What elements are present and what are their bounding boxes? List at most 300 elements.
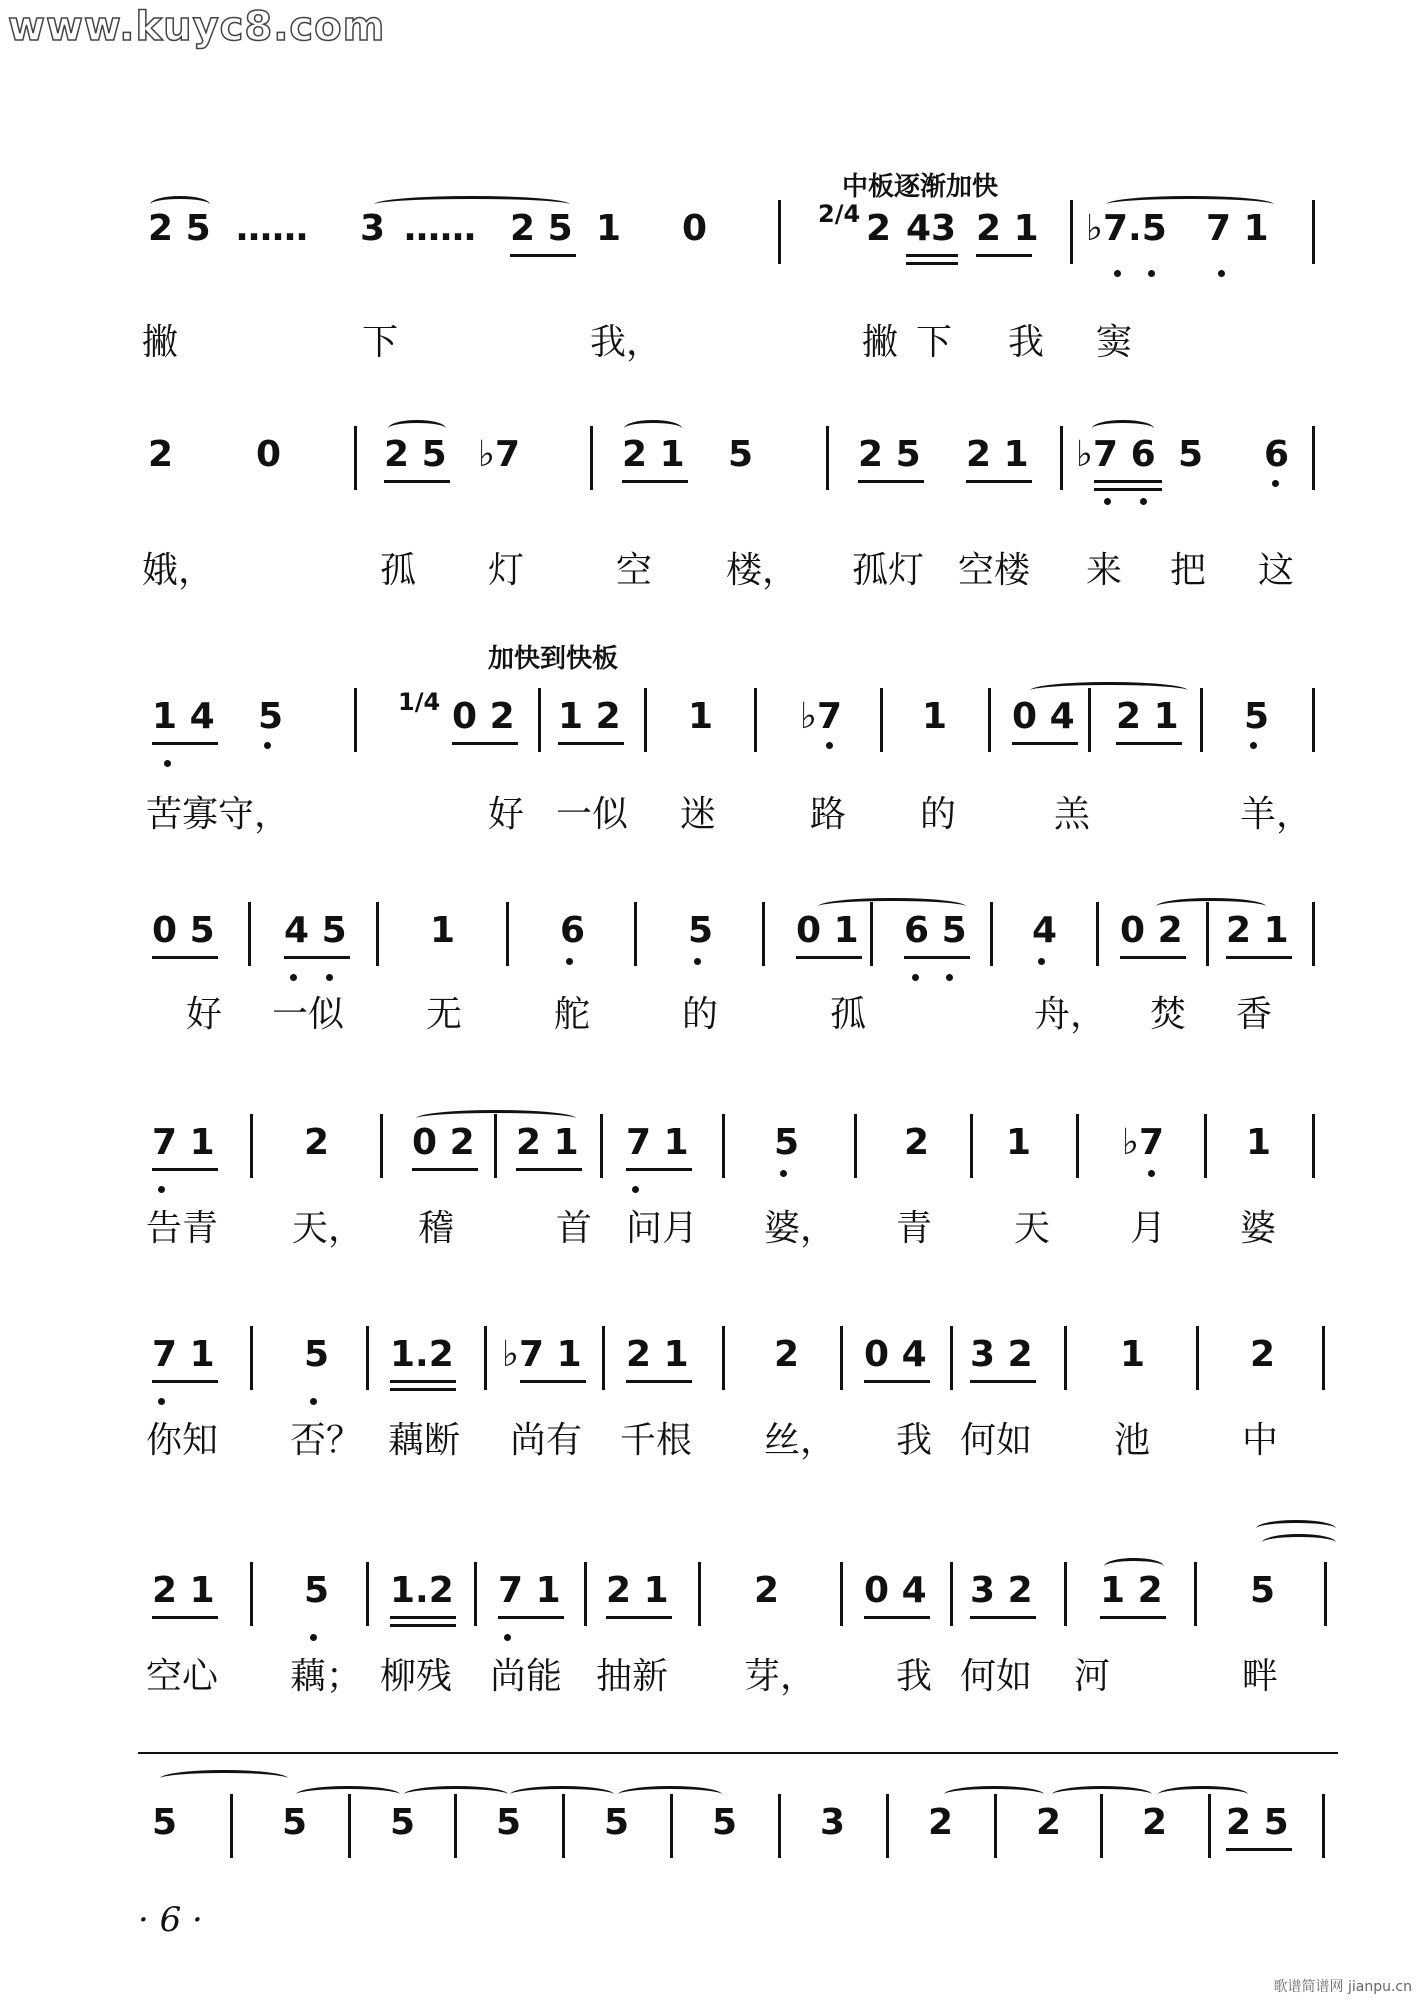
- barline: [1322, 1794, 1325, 1858]
- lyric: 我: [896, 1656, 933, 1697]
- lyric: 天，: [292, 1208, 365, 1249]
- barline: [1312, 902, 1315, 966]
- lyric: 舵: [554, 994, 591, 1035]
- lyric: 千根: [620, 1420, 693, 1461]
- barline: [994, 1794, 997, 1858]
- lyric: 孤灯: [852, 550, 925, 591]
- slur: [944, 1786, 1044, 1803]
- barline: [634, 902, 637, 966]
- slur: [1156, 898, 1266, 915]
- lyric: 问月: [626, 1208, 699, 1249]
- note: 6: [560, 910, 586, 951]
- note: 0 5: [152, 910, 215, 951]
- barline: [854, 1114, 857, 1178]
- octave-dot: [780, 1170, 787, 1177]
- underline: [412, 1168, 478, 1171]
- note: 2: [904, 1122, 930, 1163]
- barline: [584, 1562, 587, 1626]
- barline: [1060, 426, 1063, 490]
- note: 5: [1250, 1570, 1276, 1611]
- barline: [1100, 1794, 1103, 1858]
- note: 1: [688, 696, 714, 737]
- underline: [904, 956, 970, 959]
- lyric: 来: [1086, 550, 1123, 591]
- slur: [404, 1786, 508, 1803]
- notation-line: [0, 894, 1420, 966]
- octave-dot: [946, 974, 953, 981]
- note: 6: [1264, 434, 1290, 475]
- note: 5: [728, 434, 754, 475]
- note: 2 5: [858, 434, 921, 475]
- barline: [950, 1326, 953, 1390]
- slur: [818, 898, 966, 915]
- octave-dot: [1038, 958, 1045, 965]
- lyric: 羊，: [1240, 794, 1313, 835]
- underline: [390, 1624, 456, 1627]
- barline: [376, 902, 379, 966]
- underline: [976, 254, 1032, 257]
- lyric: 抽新: [596, 1656, 669, 1697]
- note: 5: [282, 1802, 308, 1843]
- lyric: 香: [1236, 994, 1273, 1035]
- note: ♭7: [1122, 1122, 1165, 1163]
- lyric-line: [0, 542, 1420, 592]
- note: 1 2: [1100, 1570, 1163, 1611]
- divider: [138, 1752, 1338, 1754]
- note: ♭7.5: [1086, 208, 1167, 249]
- note: 5: [604, 1802, 630, 1843]
- barline: [366, 1562, 369, 1626]
- slur: [618, 1786, 722, 1803]
- barline: [644, 688, 647, 752]
- note: 5: [1244, 696, 1270, 737]
- note: 0: [682, 208, 708, 249]
- slur: [160, 1770, 288, 1787]
- note: 2: [148, 434, 174, 475]
- lyric: 河: [1074, 1656, 1111, 1697]
- note: 2: [866, 208, 892, 249]
- note: 1: [922, 696, 948, 737]
- slur: [416, 1110, 576, 1127]
- slur: [1106, 196, 1274, 213]
- lyric-line: [0, 786, 1420, 836]
- slur: [388, 420, 446, 437]
- note: 3 2: [970, 1334, 1033, 1375]
- underline: [970, 1616, 1036, 1619]
- lyric: 撇: [862, 322, 899, 363]
- barline: [970, 1114, 973, 1178]
- octave-dot: [1140, 498, 1147, 505]
- watermark: www.kuyc8.com: [8, 4, 386, 50]
- lyric: 告青: [146, 1208, 219, 1249]
- lyric: 稽: [418, 1208, 455, 1249]
- slur: [1092, 420, 1154, 437]
- lyric: 婆: [1240, 1208, 1277, 1249]
- barline: [590, 426, 593, 490]
- underline: [520, 1380, 586, 1383]
- barline: [380, 1114, 383, 1178]
- octave-dot: [1114, 270, 1121, 277]
- note: 7 1: [498, 1570, 561, 1611]
- note: 3: [360, 208, 386, 249]
- underline: [606, 1616, 672, 1619]
- lyric: 尚有: [510, 1420, 583, 1461]
- underline: [864, 1616, 930, 1619]
- barline: [366, 1326, 369, 1390]
- note: 3 2: [970, 1570, 1033, 1611]
- barline: [1322, 1326, 1325, 1390]
- lyric: 迷: [680, 794, 717, 835]
- barline: [1312, 1114, 1315, 1178]
- note: 5: [258, 696, 284, 737]
- lyric: 空心: [146, 1656, 219, 1697]
- barline: [778, 200, 781, 264]
- barline: [722, 1114, 725, 1178]
- slur: [1030, 682, 1188, 699]
- note: 2 1: [966, 434, 1029, 475]
- lyric: 中: [1242, 1420, 1279, 1461]
- barline: [1204, 1114, 1207, 1178]
- octave-dot: [310, 1634, 317, 1641]
- lyric: 藕断: [388, 1420, 461, 1461]
- note: 5: [1178, 434, 1204, 475]
- barline: [348, 1794, 351, 1858]
- slur: [1262, 1534, 1336, 1551]
- note: 5: [304, 1570, 330, 1611]
- lyric: 焚: [1150, 994, 1187, 1035]
- lyric: 下: [362, 322, 399, 363]
- note: 4 5: [284, 910, 347, 951]
- octave-dot: [290, 974, 297, 981]
- lyric: 月: [1130, 1208, 1167, 1249]
- octave-dot: [1148, 270, 1155, 277]
- note: ♭7: [800, 696, 843, 737]
- underline: [152, 956, 218, 959]
- octave-dot: [310, 1398, 317, 1405]
- underline: [498, 1616, 564, 1619]
- lyric: 尚能: [490, 1656, 563, 1697]
- lyric: 我: [1008, 322, 1045, 363]
- underline: [966, 480, 1032, 483]
- barline: [762, 902, 765, 966]
- note: ……: [404, 208, 476, 249]
- underline: [152, 1616, 218, 1619]
- barline: [484, 1326, 487, 1390]
- lyric: 我: [896, 1420, 933, 1461]
- note: 1: [1120, 1334, 1146, 1375]
- lyric-line: [0, 314, 1420, 364]
- note: 1: [1246, 1122, 1272, 1163]
- note: 0 2: [412, 1122, 475, 1163]
- barline: [840, 1562, 843, 1626]
- barline: [538, 688, 541, 752]
- lyric: 一似: [556, 794, 629, 835]
- lyric: 的: [682, 994, 719, 1035]
- note: 5: [688, 910, 714, 951]
- barline: [1208, 1794, 1211, 1858]
- note: 1.2: [390, 1570, 454, 1611]
- note: 1: [1006, 1122, 1032, 1163]
- note: 5: [712, 1802, 738, 1843]
- lyric: 窦: [1096, 322, 1133, 363]
- lyric: 娥，: [142, 550, 215, 591]
- lyric: 楼，: [726, 550, 799, 591]
- barline: [354, 426, 357, 490]
- barline: [474, 1562, 477, 1626]
- note: 0 1: [796, 910, 859, 951]
- barline: [1324, 1562, 1327, 1626]
- lyric: 何如: [960, 1420, 1033, 1461]
- note: 7 1: [1206, 208, 1269, 249]
- note: 2 1: [152, 1570, 215, 1611]
- notation-line: [0, 1318, 1420, 1390]
- note: 2 5: [1226, 1802, 1289, 1843]
- time-signature: 1/4: [398, 688, 441, 716]
- barline: [886, 1794, 889, 1858]
- lyric: 这: [1258, 550, 1295, 591]
- underline: [390, 1616, 456, 1619]
- note: 2 5: [384, 434, 447, 475]
- notation-line: [0, 418, 1420, 490]
- underline: [864, 1380, 930, 1383]
- note: 5: [304, 1334, 330, 1375]
- underline: [516, 1168, 582, 1171]
- lyric: 一似: [272, 994, 345, 1035]
- lyric: 无: [426, 994, 463, 1035]
- barline: [1196, 1326, 1199, 1390]
- octave-dot: [326, 974, 333, 981]
- lyric-line: [0, 986, 1420, 1036]
- underline: [626, 1380, 692, 1383]
- barline: [1064, 1326, 1067, 1390]
- notation-line: [0, 1106, 1420, 1178]
- underline: [390, 1380, 456, 1383]
- lyric: 首: [556, 1208, 593, 1249]
- octave-dot: [1218, 270, 1225, 277]
- slur: [1052, 1786, 1152, 1803]
- note: ♭7: [478, 434, 521, 475]
- underline: [510, 254, 576, 257]
- note: 5: [152, 1802, 178, 1843]
- barline: [722, 1326, 725, 1390]
- underline: [796, 956, 862, 959]
- note: 2 5: [510, 208, 573, 249]
- note: 6 5: [904, 910, 967, 951]
- note: 2 5: [148, 208, 211, 249]
- note: 2: [928, 1802, 954, 1843]
- lyric: 婆，: [764, 1208, 837, 1249]
- barline: [562, 1794, 565, 1858]
- lyric: 舟，: [1034, 994, 1107, 1035]
- lyric: 的: [920, 794, 957, 835]
- underline: [390, 1388, 456, 1391]
- slur: [510, 1786, 614, 1803]
- octave-dot: [826, 742, 833, 749]
- note: 2: [1142, 1802, 1168, 1843]
- barline: [230, 1794, 233, 1858]
- underline: [558, 742, 624, 745]
- note: ……: [236, 208, 308, 249]
- note: 3: [820, 1802, 846, 1843]
- lyric: 苦寡守，: [146, 794, 291, 835]
- note: 2: [304, 1122, 330, 1163]
- barline: [1070, 200, 1073, 264]
- note: 2 1: [1226, 910, 1289, 951]
- slur: [150, 196, 210, 213]
- octave-dot: [632, 1186, 639, 1193]
- underline: [1012, 742, 1078, 745]
- lyric: 把: [1170, 550, 1207, 591]
- note: 2 1: [606, 1570, 669, 1611]
- underline: [152, 1380, 218, 1383]
- barline: [248, 902, 251, 966]
- barline: [880, 688, 883, 752]
- lyric: 下: [916, 322, 953, 363]
- underline: [1226, 1848, 1292, 1851]
- barline: [1312, 426, 1315, 490]
- slur: [624, 420, 682, 437]
- barline: [670, 1794, 673, 1858]
- octave-dot: [504, 1634, 511, 1641]
- lyric: 好: [488, 794, 525, 835]
- barline: [826, 426, 829, 490]
- lyric: 空: [616, 550, 653, 591]
- barline: [1312, 688, 1315, 752]
- lyric: 空楼: [958, 550, 1031, 591]
- note: 7 1: [626, 1122, 689, 1163]
- octave-dot: [1250, 742, 1257, 749]
- note: 2: [1250, 1334, 1276, 1375]
- underline: [906, 262, 958, 265]
- slur: [1158, 1786, 1248, 1803]
- underline: [452, 742, 518, 745]
- time-signature: 2/4: [818, 200, 861, 228]
- note: ♭7 1: [502, 1334, 582, 1375]
- underline: [152, 1168, 218, 1171]
- note: ♭7 6: [1076, 434, 1156, 475]
- underline: [970, 1380, 1036, 1383]
- barline: [250, 1114, 253, 1178]
- barline: [1312, 200, 1315, 264]
- barline: [754, 688, 757, 752]
- barline: [1200, 688, 1203, 752]
- note: 2: [1036, 1802, 1062, 1843]
- octave-dot: [1104, 498, 1111, 505]
- underline: [906, 254, 958, 257]
- barline: [1194, 1562, 1197, 1626]
- underline: [1094, 488, 1162, 491]
- lyric: 路: [810, 794, 847, 835]
- underline: [626, 1168, 692, 1171]
- barline: [778, 1794, 781, 1858]
- notation-line: [0, 1554, 1420, 1626]
- octave-dot: [912, 974, 919, 981]
- lyric: 青: [896, 1208, 933, 1249]
- barline: [600, 1114, 603, 1178]
- lyric: 畔: [1242, 1656, 1279, 1697]
- lyric: 何如: [960, 1656, 1033, 1697]
- note: 5: [390, 1802, 416, 1843]
- underline: [1094, 480, 1162, 483]
- note: 1: [430, 910, 456, 951]
- lyric: 你知: [146, 1420, 219, 1461]
- note: 2 1: [1116, 696, 1179, 737]
- note: 2 1: [976, 208, 1039, 249]
- octave-dot: [164, 760, 171, 767]
- lyric-line: [0, 1200, 1420, 1250]
- lyric: 否？: [290, 1420, 363, 1461]
- note: 0 4: [864, 1570, 927, 1611]
- underline: [384, 480, 450, 483]
- tempo-mark: 中板逐渐加快: [842, 172, 999, 202]
- lyric: 我，: [590, 322, 663, 363]
- lyric: 孤: [830, 994, 867, 1035]
- underline: [1226, 956, 1292, 959]
- lyric: 藕；: [290, 1656, 363, 1697]
- lyric: 丝，: [764, 1420, 837, 1461]
- barline: [602, 1326, 605, 1390]
- note: 1 4: [152, 696, 215, 737]
- underline: [622, 480, 688, 483]
- note: 2: [774, 1334, 800, 1375]
- note: 43: [906, 208, 957, 249]
- notation-line: [0, 680, 1420, 752]
- note: 7 1: [152, 1334, 215, 1375]
- note: 0 4: [1012, 696, 1075, 737]
- octave-dot: [566, 958, 573, 965]
- barline: [250, 1326, 253, 1390]
- octave-dot: [694, 958, 701, 965]
- note: 5: [496, 1802, 522, 1843]
- note: 0: [256, 434, 282, 475]
- slur: [374, 196, 570, 213]
- barline: [988, 688, 991, 752]
- lyric: 灯: [488, 550, 525, 591]
- note: 1.2: [390, 1334, 454, 1375]
- lyric: 好: [186, 994, 223, 1035]
- lyric: 撇: [142, 322, 179, 363]
- footer-watermark: 歌谱简谱网 jianpu.cn: [1273, 1979, 1412, 1995]
- barline: [698, 1562, 701, 1626]
- lyric: 池: [1114, 1420, 1151, 1461]
- lyric: 天: [1014, 1208, 1051, 1249]
- octave-dot: [1272, 480, 1279, 487]
- page-number: · 6 ·: [138, 1900, 203, 1940]
- barline: [1076, 1114, 1079, 1178]
- underline: [1120, 956, 1186, 959]
- note: 2 1: [626, 1334, 689, 1375]
- lyric-line: [0, 1648, 1420, 1698]
- lyric: 芽，: [744, 1656, 817, 1697]
- note: 1 2: [558, 696, 621, 737]
- slur: [1104, 1558, 1164, 1575]
- underline: [152, 742, 218, 745]
- note: 0 2: [1120, 910, 1183, 951]
- lyric: 孤: [380, 550, 417, 591]
- notation-line: [0, 1786, 1420, 1858]
- slur: [296, 1786, 400, 1803]
- note: 0 2: [452, 696, 515, 737]
- lyric: 柳残: [380, 1656, 453, 1697]
- note: 4: [1032, 910, 1058, 951]
- note: 7 1: [152, 1122, 215, 1163]
- underline: [284, 956, 350, 959]
- underline: [858, 480, 924, 483]
- barline: [840, 1326, 843, 1390]
- octave-dot: [158, 1186, 165, 1193]
- tempo-mark: 加快到快板: [488, 644, 619, 674]
- barline: [454, 1794, 457, 1858]
